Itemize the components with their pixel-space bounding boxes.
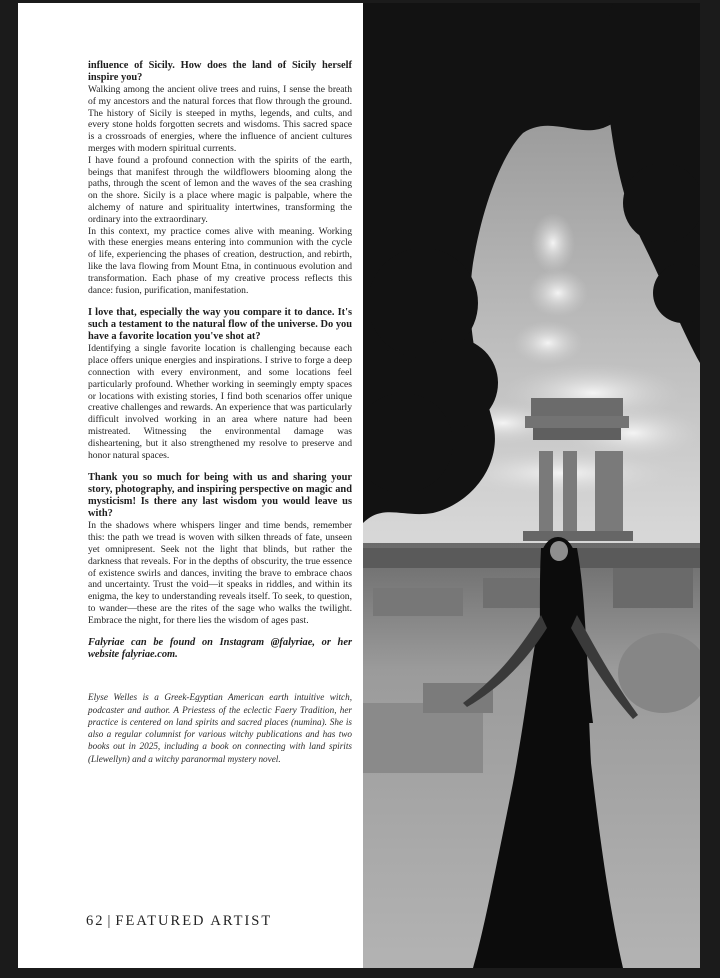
artist-contact-credit: Falyriae can be found on Instagram @falyriae, or her website falyriae.com. bbox=[88, 637, 352, 661]
interview-answer-paragraph: In the shadows where whispers linger and time bends, remember this: the path we tread is woven with silken threads of fate, unseen yet omnipresent. Seek not the light that blinds, but rather the darkness that reveals. For in the depths of obscurity, the true essence of existence swirls and dances, inviting the brave to embrace chaos and uncertainty. Trust the void—it speaks in riddles, and within its enigma, the key to understanding reveals itself. To seek, to question, to wander—these are the rites of the sage who walks the twilight. Embrace the night, for there lies the wisdom of ages past. bbox=[88, 520, 352, 626]
page-footer bbox=[86, 913, 272, 930]
interview-answer-paragraph: I have found a profound connection with the spirits of the earth, beings that manifest through the wildflowers blooming along the paths, through the scent of lemon and the waves of the sea crashing on the shore. Sicily is a place where magic is palpable, where the alchemy of nature and spirituality intertwines, transforming the ordinary into the extraordinary. bbox=[88, 154, 352, 225]
interview-question: I love that, especially the way you compare it to dance. It's such a testament to the natural flow of the universe. Do you have a favorite location you've shot at? bbox=[88, 307, 352, 343]
block-spacer bbox=[88, 661, 352, 691]
block-spacer bbox=[88, 461, 352, 472]
article-text-column bbox=[88, 60, 352, 765]
author-bio: Elyse Welles is a Greek-Egyptian American earth intuitive witch, podcaster and author. A Priestess of the eclectic Faery Tradition, her practice is centered on land spirits and sacred places (numina). She is also a regular columnist for various witchy publications and has two books out in 2025, including a book on connecting with land spirits (Llewellyn) and a witchy paranormal mystery novel. bbox=[88, 692, 352, 764]
magazine-page bbox=[18, 3, 700, 968]
interview-question: Thank you so much for being with us and sharing your story, photography, and inspiring perspective on magic and mysticism! Is there any last wisdom you would leave us with? bbox=[88, 472, 352, 520]
interview-answer-paragraph: Identifying a single favorite location is challenging because each place offers unique energies and inspirations. I strive to forge a deep connection with every environment, and some locations feel particularly profound. Whether working in seemingly empty spaces or locations with existing stories, I find both scenarios offer unique creative challenges and rewards. An experience that was particularly difficult involved working in an area where nature had been mistreated. Witnessing the environmental damage was disheartening, but it also strengthened my resolve to preserve and honor natural spaces. bbox=[88, 343, 352, 461]
footer-separator: | bbox=[107, 913, 113, 929]
block-spacer bbox=[88, 296, 352, 307]
section-title: FEATURED ARTIST bbox=[115, 913, 273, 929]
block-spacer bbox=[88, 626, 352, 637]
temple-ruins-photo bbox=[363, 3, 700, 968]
interview-answer-paragraph: Walking among the ancient olive trees and ruins, I sense the breath of my ancestors and the natural forces that flow through the ground. The history of Sicily is steeped in myths, legends, and cults, and every stone holds forgotten secrets and wisdoms. This sacred space is a crossroads of energies, where the influence of ancient cultures merges with modern spiritual currents. bbox=[88, 84, 352, 154]
page-number: 62 bbox=[86, 913, 105, 929]
interview-answer-paragraph: In this context, my practice comes alive with meaning. Working with these energies means entering into communion with the cycle of life, experiencing the phases of creation, destruction, and rebirth, like the lava flowing from Mount Etna, in continuous evolution and transformation. Each phase of my creative process reflects this dance: fusion, purification, manifestation. bbox=[88, 225, 352, 296]
interview-question: influence of Sicily. How does the land of Sicily herself inspire you? bbox=[88, 60, 352, 83]
